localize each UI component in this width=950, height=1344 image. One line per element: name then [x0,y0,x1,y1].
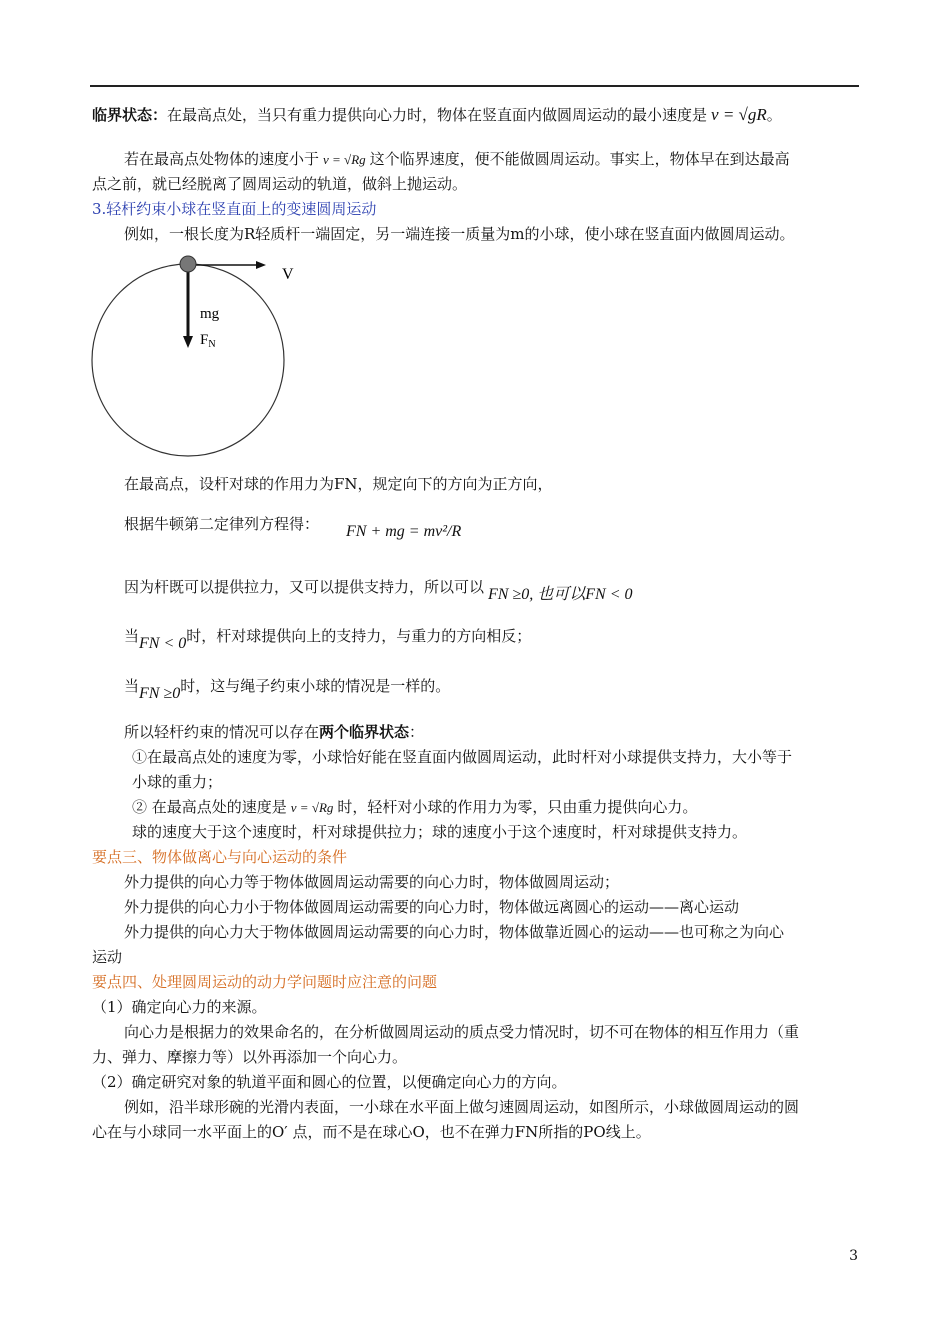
ball [180,256,196,272]
paragraph-line: 在最高点，设杆对球的作用力为FN，规定向下的方向为正方向， [124,475,553,493]
paragraph-line: 所以轻杆约束的情况可以存在两个临界状态： [124,723,425,741]
paragraph-line: 球的速度大于这个速度时，杆对球提供拉力；球的速度小于这个速度时，杆对球提供支持力。 [132,823,748,841]
mg-label: mg [200,306,220,322]
paragraph-line: 力、弹力、摩擦力等）以外再添加一个向心力。 [92,1048,408,1066]
rod-circle-figure [88,252,310,464]
v-label: V [282,266,294,283]
paragraph-line: （2）确定研究对象的轨道平面和圆心的位置，以便确定向心力的方向。 [92,1073,567,1091]
paragraph-line: 因为杆既可以提供拉力，又可以提供支持力，所以可以 FN ≥0, 也可以FN < 0 [124,578,633,603]
newton-equation: FN + mg = mv²/R [346,523,462,540]
critical-state-line: 临界状态：在最高点处，当只有重力提供向心力时，物体在竖直面内做圆周运动的最小速度是 v = √gR。 [92,105,782,124]
paragraph-line: 根据牛顿第二定律列方程得： [124,515,320,533]
paragraph-line: 外力提供的向心力小于物体做圆周运动需要的向心力时，物体做远离圆心的运动——离心运动 [124,898,740,916]
section-heading: 要点四、处理圆周运动的动力学问题时应注意的问题 [92,973,438,991]
fn-label: $F_N$ [200,332,216,350]
paragraph-line: 外力提供的向心力等于物体做圆周运动需要的向心力时，物体做圆周运动； [124,873,620,891]
paragraph-line: 心在与小球同一水平面上的O′ 点，而不是在球心O，也不在弹力FN所指的PO线上。 [92,1123,651,1141]
paragraph-line: 若在最高点处物体的速度小于 v = √Rg 这个临界速度，便不能做圆周运动。事实上，物体早在到达最高 [124,150,790,168]
paragraph-line: ①在最高点处的速度为零，小球恰好能在竖直面内做圆周运动，此时杆对小球提供支持力，大小等于 [132,748,793,766]
section-heading: 要点三、物体做离心与向心运动的条件 [92,848,348,866]
paragraph-line: 运动 [92,948,123,966]
paragraph-line: 当FN ≥0时，这与绳子约束小球的情况是一样的。 [124,677,451,702]
paragraph-line: 例如，沿半球形碗的光滑内表面，一小球在水平面上做匀速圆周运动，如图所示，小球做圆周运动的圆 [124,1098,800,1116]
force-arrowhead [183,336,193,348]
header-rule [90,85,859,87]
paragraph-line: 例如，一根长度为R轻质杆一端固定，另一端连接一质量为m的小球，使小球在竖直面内做圆周运动。 [124,225,795,243]
paragraph-line: 当FN < 0时，杆对球提供向上的支持力，与重力的方向相反； [124,627,532,652]
section-heading: 3.轻杆约束小球在竖直面上的变速圆周运动 [92,200,377,218]
page-number: 3 [849,1248,858,1264]
velocity-arrowhead [256,261,266,269]
paragraph-line: 点之前，就已经脱离了圆周运动的轨道，做斜上抛运动。 [92,175,468,193]
paragraph-line: ② 在最高点处的速度是 v = √Rg 时，轻杆对小球的作用力为零，只由重力提供向心力。 [132,798,698,816]
paragraph-line: 向心力是根据力的效果命名的，在分析做圆周运动的质点受力情况时，切不可在物体的相互作用力（重 [124,1023,800,1041]
paragraph-line: 小球的重力； [132,773,223,791]
paragraph-line: 外力提供的向心力大于物体做圆周运动需要的向心力时，物体做靠近圆心的运动——也可称之为向心 [124,923,785,941]
paragraph-line: （1）确定向心力的来源。 [92,998,267,1016]
